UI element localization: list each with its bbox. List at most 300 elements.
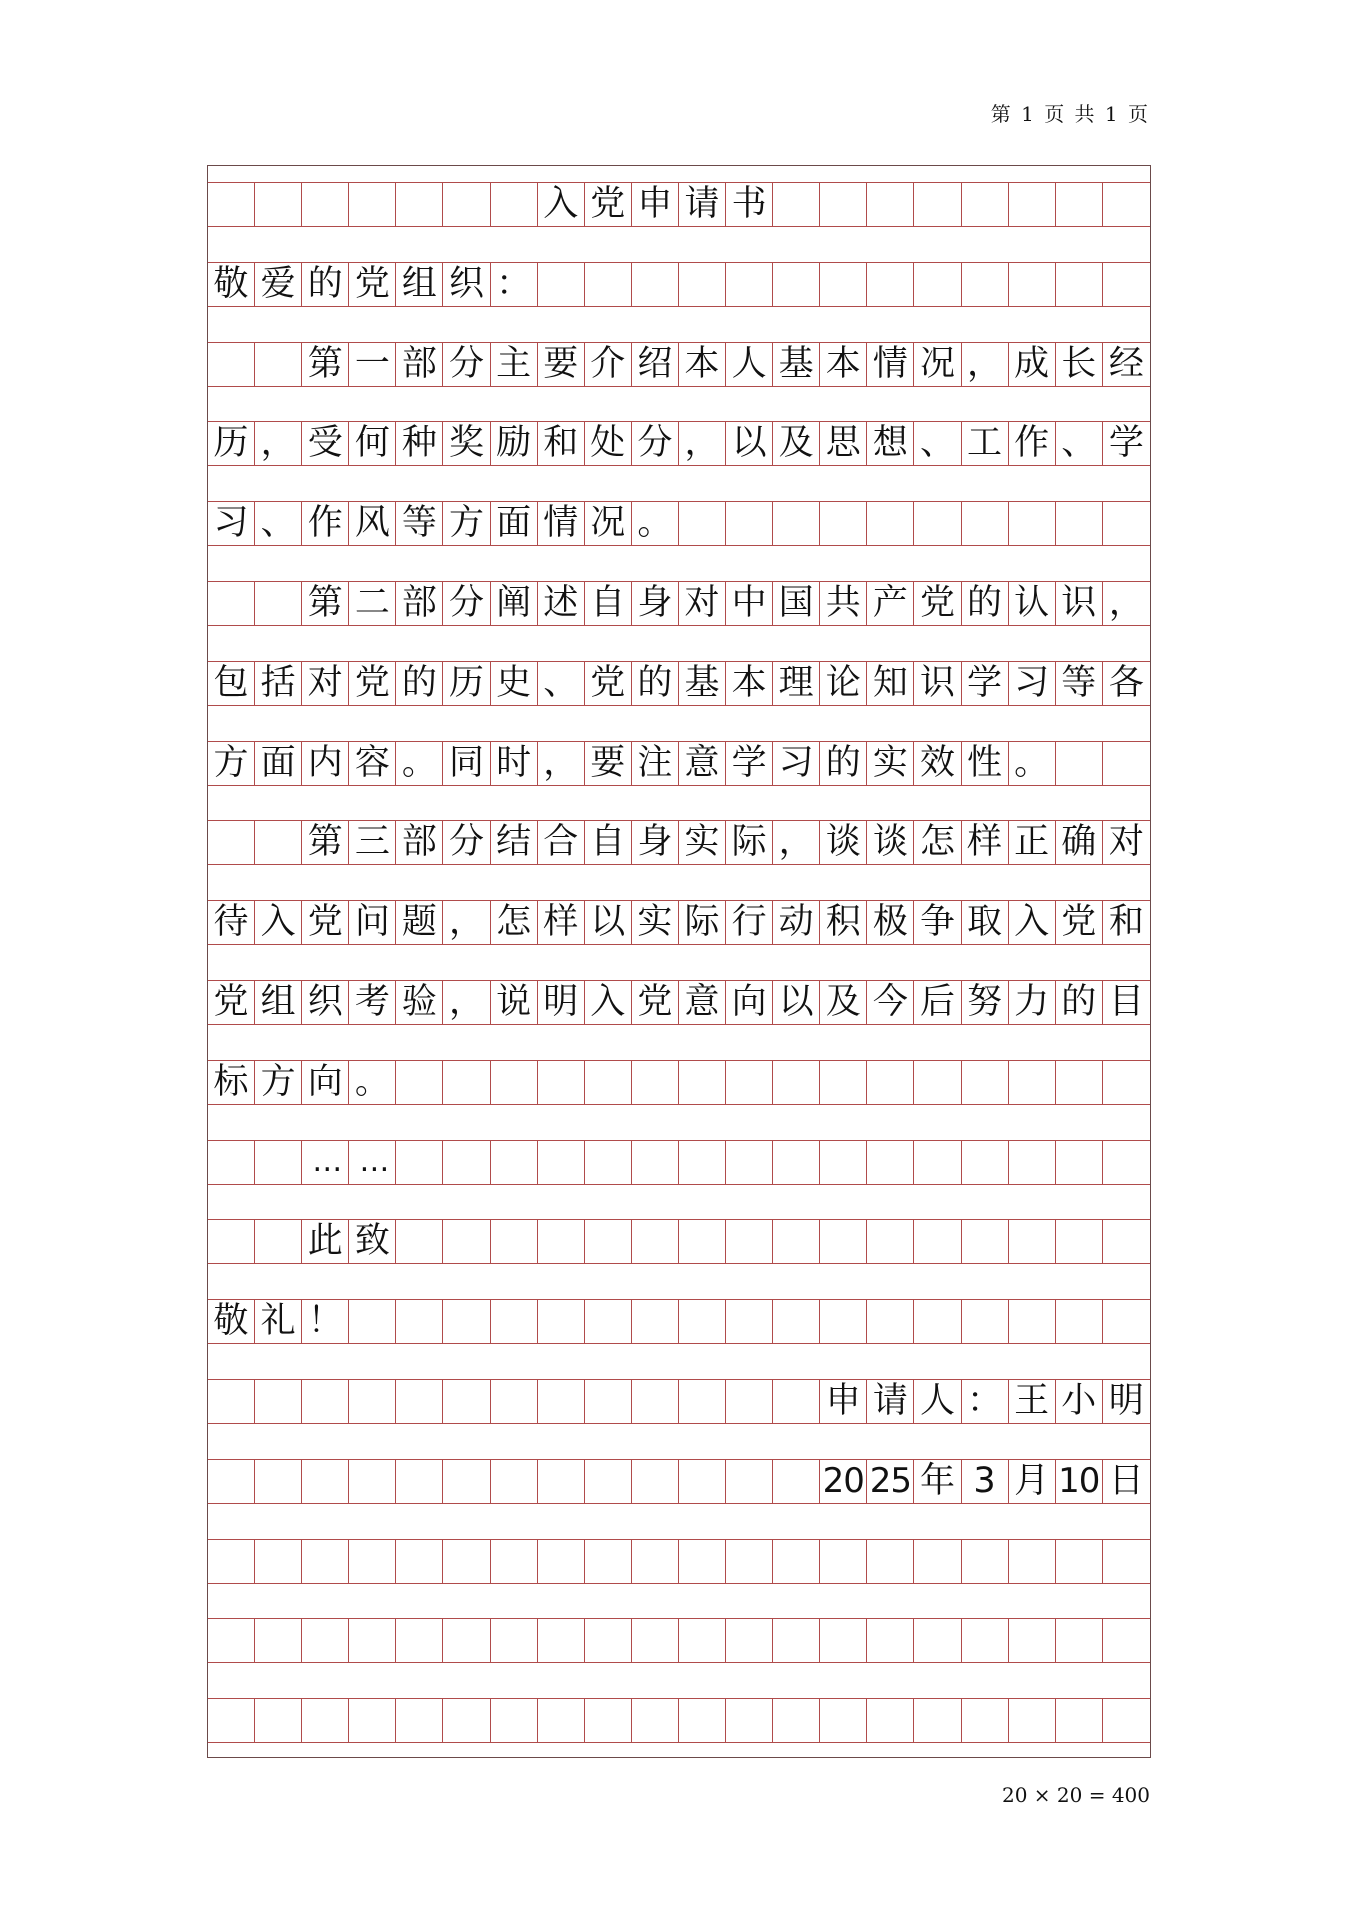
grid-cell: 的 — [820, 742, 867, 785]
grid-cell: 情 — [538, 502, 585, 545]
grid-cell: 际 — [726, 821, 773, 864]
grid-cell — [302, 1540, 349, 1583]
grid-cell — [679, 502, 726, 545]
grid-cell: 织 — [443, 263, 490, 306]
grid-cell: 识 — [914, 662, 961, 705]
grid-cell: 历 — [208, 422, 255, 465]
grid-cell: 二 — [349, 582, 396, 625]
grid-cell — [491, 1300, 538, 1343]
grid-cell — [1103, 263, 1150, 306]
grid-cell — [302, 1380, 349, 1423]
grid-cell — [349, 1460, 396, 1503]
grid-cell — [914, 1061, 961, 1104]
grid-cell — [585, 263, 632, 306]
grid-size-label: 20 × 20 = 400 — [1001, 1783, 1150, 1807]
page-indicator: 第 1 页 共 1 页 — [990, 102, 1150, 126]
grid-cell — [962, 1699, 1009, 1742]
grid-cell — [1009, 1619, 1056, 1662]
grid-cell: 对 — [679, 582, 726, 625]
grid-cell — [679, 263, 726, 306]
grid-cell — [443, 1061, 490, 1104]
grid-cell: 此 — [302, 1220, 349, 1263]
grid-cell — [396, 1300, 443, 1343]
grid-row — [208, 581, 1150, 626]
grid-cell — [538, 1220, 585, 1263]
grid-cell — [773, 1300, 820, 1343]
grid-cell: 组 — [396, 263, 443, 306]
grid-row — [208, 741, 1150, 786]
grid-cell: 认 — [1009, 582, 1056, 625]
grid-cell: 今 — [867, 981, 914, 1024]
grid-cell: ！ — [302, 1300, 349, 1343]
grid-cell: 考 — [349, 981, 396, 1024]
grid-cell: 方 — [443, 502, 490, 545]
grid-cell: ， — [962, 343, 1009, 386]
grid-cell: 向 — [302, 1061, 349, 1104]
grid-cell — [914, 1300, 961, 1343]
grid-row — [208, 1698, 1150, 1743]
grid-cell: 情 — [867, 343, 914, 386]
grid-cell: ， — [773, 821, 820, 864]
grid-cell: 以 — [585, 901, 632, 944]
grid-cell — [255, 1220, 302, 1263]
grid-cell: 习 — [208, 502, 255, 545]
grid-cell — [632, 1300, 679, 1343]
grid-cell — [632, 1619, 679, 1662]
grid-cell: 作 — [302, 502, 349, 545]
grid-cell — [396, 1380, 443, 1423]
grid-cell — [867, 263, 914, 306]
grid-cell: 争 — [914, 901, 961, 944]
grid-cell — [585, 1220, 632, 1263]
grid-cell — [396, 1619, 443, 1662]
grid-cell — [1056, 1699, 1103, 1742]
grid-cell: 等 — [396, 502, 443, 545]
grid-cell: 自 — [585, 821, 632, 864]
grid-cell: 习 — [773, 742, 820, 785]
grid-cell — [585, 1619, 632, 1662]
grid-cell: 本 — [679, 343, 726, 386]
grid-cell: 面 — [255, 742, 302, 785]
grid-cell: 知 — [867, 662, 914, 705]
grid-cell: 申 — [820, 1380, 867, 1423]
grid-cell — [914, 1699, 961, 1742]
grid-cell: 申 — [632, 183, 679, 226]
grid-cell — [585, 1300, 632, 1343]
grid-cell — [302, 1460, 349, 1503]
grid-cell — [396, 1141, 443, 1184]
grid-cell: 党 — [302, 901, 349, 944]
grid-cell — [820, 502, 867, 545]
grid-cell — [349, 1380, 396, 1423]
grid-cell — [208, 582, 255, 625]
grid-cell — [962, 1300, 1009, 1343]
grid-cell: 中 — [726, 582, 773, 625]
grid-row — [208, 1140, 1150, 1185]
grid-cell: 取 — [962, 901, 1009, 944]
grid-row — [208, 900, 1150, 945]
grid-cell — [962, 502, 1009, 545]
grid-cell: 意 — [679, 742, 726, 785]
grid-cell — [491, 1220, 538, 1263]
grid-cell: 、 — [538, 662, 585, 705]
grid-cell: 本 — [820, 343, 867, 386]
grid-cell: 长 — [1056, 343, 1103, 386]
grid-cell — [1056, 502, 1103, 545]
grid-cell: 怎 — [491, 901, 538, 944]
grid-cell — [773, 502, 820, 545]
grid-cell — [208, 1619, 255, 1662]
grid-cell — [538, 1141, 585, 1184]
grid-cell: 第 — [302, 582, 349, 625]
grid-cell: 入 — [255, 901, 302, 944]
grid-cell — [726, 502, 773, 545]
grid-cell: 的 — [396, 662, 443, 705]
grid-cell: 年 — [914, 1460, 961, 1503]
grid-cell — [491, 1380, 538, 1423]
grid-cell — [1056, 1141, 1103, 1184]
grid-cell: 的 — [1056, 981, 1103, 1024]
grid-cell — [773, 1619, 820, 1662]
grid-cell — [255, 821, 302, 864]
grid-cell — [679, 1540, 726, 1583]
grid-cell — [491, 1699, 538, 1742]
grid-cell — [443, 1540, 490, 1583]
grid-cell — [962, 1220, 1009, 1263]
grid-cell: 第 — [302, 343, 349, 386]
grid-cell: 和 — [1108, 902, 1144, 943]
grid-row — [208, 262, 1150, 307]
grid-cell: ， — [538, 742, 585, 785]
grid-cell: 面 — [491, 502, 538, 545]
grid-cell: 后 — [914, 981, 961, 1024]
grid-cell — [962, 263, 1009, 306]
grid-cell: 要 — [585, 742, 632, 785]
grid-cell: 等 — [1056, 662, 1103, 705]
grid-cell — [820, 1220, 867, 1263]
grid-cell — [632, 1380, 679, 1423]
grid-cell: ， — [443, 981, 490, 1024]
grid-row — [208, 1539, 1150, 1584]
grid-cell: 行 — [726, 901, 773, 944]
grid-cell — [1056, 263, 1103, 306]
grid-cell: 绍 — [632, 343, 679, 386]
grid-cell — [820, 1300, 867, 1343]
grid-cell — [1009, 1300, 1056, 1343]
grid-cell — [1103, 502, 1150, 545]
grid-cell — [255, 1540, 302, 1583]
grid-cell — [538, 1540, 585, 1583]
grid-cell — [208, 821, 255, 864]
grid-cell: 述 — [538, 582, 585, 625]
grid-cell: 实 — [679, 821, 726, 864]
grid-cell: 注 — [632, 742, 679, 785]
grid-cell: 况 — [585, 502, 632, 545]
grid-cell — [491, 1540, 538, 1583]
grid-cell — [349, 1540, 396, 1583]
grid-cell: 党 — [349, 662, 396, 705]
grid-cell: 意 — [679, 981, 726, 1024]
grid-cell — [1103, 1061, 1150, 1104]
grid-cell: 书 — [726, 183, 773, 226]
grid-cell: 理 — [773, 662, 820, 705]
grid-row — [208, 980, 1150, 1025]
grid-cell — [1009, 263, 1056, 306]
grid-cell — [255, 1460, 302, 1503]
grid-cell — [962, 1540, 1009, 1583]
grid-cell — [962, 1061, 1009, 1104]
grid-cell — [679, 1220, 726, 1263]
grid-cell: 部 — [396, 343, 443, 386]
grid-cell — [208, 1540, 255, 1583]
grid-cell: 积 — [820, 901, 867, 944]
grid-cell: 、 — [255, 502, 302, 545]
grid-cell — [679, 1061, 726, 1104]
grid-cell — [726, 1619, 773, 1662]
grid-cell — [585, 1380, 632, 1423]
grid-cell: 10 — [1056, 1460, 1103, 1503]
grid-cell: ， — [679, 422, 726, 465]
grid-cell: 及 — [820, 981, 867, 1024]
grid-cell: 基 — [773, 343, 820, 386]
grid-row — [208, 1060, 1150, 1105]
grid-cell: ， — [443, 901, 490, 944]
grid-cell: 产 — [867, 582, 914, 625]
grid-cell — [679, 1380, 726, 1423]
grid-cell — [726, 1220, 773, 1263]
grid-cell — [302, 1699, 349, 1742]
grid-cell — [538, 1619, 585, 1662]
grid-cell: 作 — [1009, 422, 1056, 465]
grid-cell — [820, 263, 867, 306]
grid-cell — [632, 263, 679, 306]
grid-cell — [1009, 502, 1056, 545]
grid-cell: 基 — [679, 662, 726, 705]
grid-cell — [820, 1540, 867, 1583]
grid-cell: 目 — [1108, 982, 1144, 1022]
grid-cell: 学 — [1108, 423, 1144, 464]
grid-cell — [538, 1699, 585, 1742]
grid-cell — [208, 183, 255, 226]
grid-cell: 学 — [962, 662, 1009, 705]
grid-cell — [538, 1460, 585, 1503]
grid-cell: 身 — [632, 821, 679, 864]
grid-cell — [585, 1540, 632, 1583]
grid-cell — [1103, 1699, 1150, 1742]
grid-cell — [914, 502, 961, 545]
grid-cell — [820, 1141, 867, 1184]
grid-cell: 问 — [349, 901, 396, 944]
grid-cell — [1103, 1220, 1150, 1263]
grid-cell: 25 — [867, 1460, 914, 1503]
grid-cell: 正 — [1009, 821, 1056, 864]
grid-cell — [255, 1619, 302, 1662]
grid-cell — [208, 1141, 255, 1184]
grid-cell — [726, 1061, 773, 1104]
grid-cell: 分 — [443, 582, 490, 625]
grid-cell: 、 — [1056, 422, 1103, 465]
grid-cell: 致 — [349, 1220, 396, 1263]
grid-cell — [820, 183, 867, 226]
grid-cell: 三 — [349, 821, 396, 864]
grid-cell: 史 — [491, 662, 538, 705]
grid-cell: 日 — [1108, 1460, 1144, 1501]
grid-cell — [914, 1540, 961, 1583]
grid-cell: 党 — [632, 981, 679, 1024]
grid-cell: 向 — [726, 981, 773, 1024]
grid-cell: ： — [962, 1380, 1009, 1423]
grid-cell: 党 — [1056, 901, 1103, 944]
grid-cell — [491, 1061, 538, 1104]
grid-cell: 身 — [632, 582, 679, 625]
grid-cell: 。 — [349, 1061, 396, 1104]
grid-cell — [726, 1540, 773, 1583]
grid-cell — [208, 1380, 255, 1423]
grid-cell: 人 — [914, 1380, 961, 1423]
grid-cell — [632, 1061, 679, 1104]
grid-cell — [255, 343, 302, 386]
grid-cell — [726, 1141, 773, 1184]
grid-cell — [208, 1220, 255, 1263]
grid-cell — [255, 1699, 302, 1742]
grid-cell: 励 — [491, 422, 538, 465]
grid-cell: 样 — [962, 821, 1009, 864]
grid-row — [208, 342, 1150, 387]
grid-cell — [867, 1619, 914, 1662]
grid-cell: 党 — [585, 662, 632, 705]
grid-cell — [443, 1220, 490, 1263]
grid-cell — [632, 1460, 679, 1503]
grid-cell: ， — [255, 422, 302, 465]
grid-cell: 括 — [255, 662, 302, 705]
grid-cell: 明 — [1108, 1381, 1144, 1421]
grid-cell — [1056, 1300, 1103, 1343]
grid-cell: 国 — [773, 582, 820, 625]
grid-cell — [349, 1619, 396, 1662]
grid-cell — [1056, 742, 1103, 785]
grid-cell — [491, 183, 538, 226]
grid-cell: 主 — [491, 343, 538, 386]
grid-cell — [1103, 1540, 1150, 1583]
grid-cell: 待 — [208, 901, 255, 944]
grid-cell: 思 — [820, 422, 867, 465]
grid-cell — [773, 1141, 820, 1184]
grid-cell: 的 — [302, 263, 349, 306]
grid-cell: 论 — [820, 662, 867, 705]
grid-cell: 对 — [302, 662, 349, 705]
grid-cell — [820, 1619, 867, 1662]
grid-cell — [914, 1619, 961, 1662]
grid-cell — [679, 1699, 726, 1742]
grid-cell — [962, 183, 1009, 226]
grid-cell: 入 — [585, 981, 632, 1024]
grid-cell — [1103, 1141, 1150, 1184]
grid-cell: 包 — [208, 662, 255, 705]
grid-cell — [773, 1699, 820, 1742]
grid-cell — [491, 1141, 538, 1184]
grid-cell: 工 — [962, 422, 1009, 465]
grid-cell: 样 — [538, 901, 585, 944]
grid-cell: 礼 — [255, 1300, 302, 1343]
grid-cell: 学 — [726, 742, 773, 785]
grid-cell — [1009, 183, 1056, 226]
grid-cell — [1009, 1220, 1056, 1263]
grid-cell: 入 — [1009, 901, 1056, 944]
grid-cell — [443, 1619, 490, 1662]
grid-cell: 部 — [396, 821, 443, 864]
grid-cell: 敬 — [208, 1300, 255, 1343]
grid-cell — [208, 1460, 255, 1503]
grid-cell — [396, 1460, 443, 1503]
grid-cell — [632, 1540, 679, 1583]
grid-cell — [867, 502, 914, 545]
grid-cell — [914, 263, 961, 306]
grid-cell — [1103, 742, 1150, 785]
grid-cell: 容 — [349, 742, 396, 785]
grid-cell: 内 — [302, 742, 349, 785]
grid-cell: 以 — [726, 422, 773, 465]
grid-cell: 明 — [538, 981, 585, 1024]
grid-cell — [349, 1699, 396, 1742]
grid-cell: … — [302, 1141, 349, 1184]
grid-cell: 分 — [443, 343, 490, 386]
grid-cell — [726, 263, 773, 306]
grid-cell — [867, 1699, 914, 1742]
grid-cell: 以 — [773, 981, 820, 1024]
grid-cell: 成 — [1009, 343, 1056, 386]
grid-cell — [1009, 1061, 1056, 1104]
grid-cell — [349, 1300, 396, 1343]
grid-cell — [585, 1699, 632, 1742]
grid-cell — [538, 1300, 585, 1343]
grid-cell — [679, 1300, 726, 1343]
grid-cell: 阐 — [491, 582, 538, 625]
grid-cell: 结 — [491, 821, 538, 864]
grid-cell: 。 — [632, 502, 679, 545]
grid-cell — [773, 1061, 820, 1104]
grid-cell — [538, 1380, 585, 1423]
grid-cell: 风 — [349, 502, 396, 545]
grid-cell: 想 — [867, 422, 914, 465]
grid-cell — [585, 1460, 632, 1503]
grid-cell — [1056, 1061, 1103, 1104]
grid-cell — [443, 1141, 490, 1184]
grid-cell — [208, 343, 255, 386]
grid-cell — [538, 263, 585, 306]
grid-cell — [1103, 1619, 1150, 1662]
grid-cell — [726, 1460, 773, 1503]
grid-cell: 部 — [396, 582, 443, 625]
grid-cell — [773, 183, 820, 226]
grid-cell — [632, 1220, 679, 1263]
grid-cell: 党 — [208, 981, 255, 1024]
grid-cell — [726, 1300, 773, 1343]
grid-cell — [773, 1220, 820, 1263]
grid-cell: 动 — [773, 901, 820, 944]
grid-cell: 谈 — [820, 821, 867, 864]
grid-cell: 受 — [302, 422, 349, 465]
grid-cell — [443, 1699, 490, 1742]
grid-cell — [962, 1619, 1009, 1662]
grid-cell — [396, 1540, 443, 1583]
grid-cell — [302, 1619, 349, 1662]
grid-cell — [679, 1141, 726, 1184]
grid-cell: 谈 — [867, 821, 914, 864]
grid-cell — [255, 1141, 302, 1184]
grid-cell: 标 — [208, 1061, 255, 1104]
grid-cell: 组 — [255, 981, 302, 1024]
grid-cell — [726, 1380, 773, 1423]
